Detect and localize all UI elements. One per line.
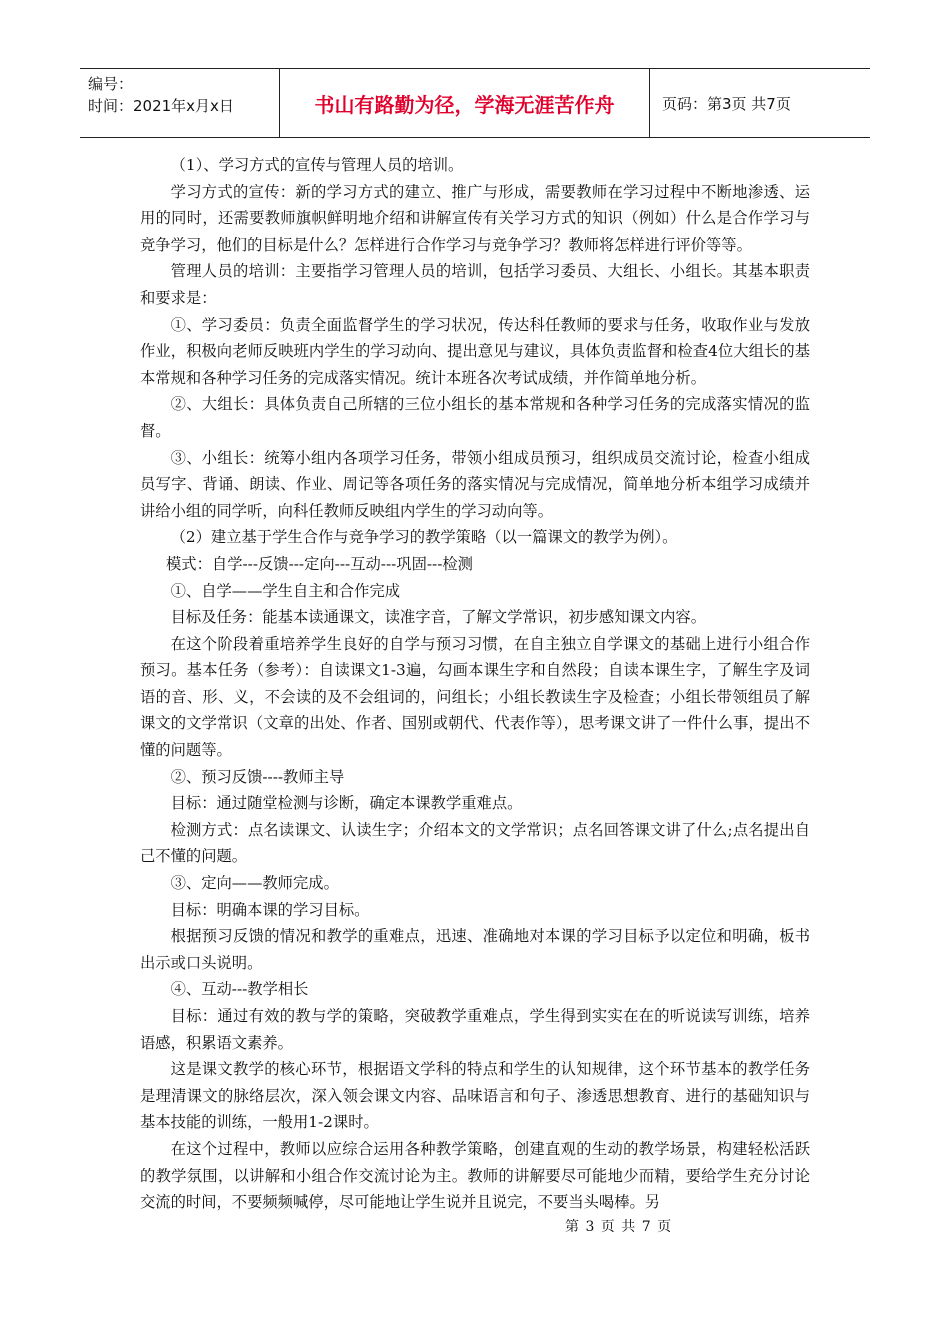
paragraph: 在这个阶段着重培养学生良好的自学与预习习惯，在自主独立自学课文的基础上进行小组合作预习。基本任务（参考）：自读课文1-3遍，勾画本课生字和自然段；自读本课生字，了解生字及词语的音、形、义，不会读的及不会组词的，问组长；小组长教读生字及检查；小组长带领组员了解课文的文学常识（文章的出处、作者、国别或朝代、代表作等），思考课文讲了一件什么事，提出不懂的问题等。 [140, 634, 810, 760]
paragraph: ①、自学——学生自主和合作完成 [170, 581, 401, 600]
paragraph-model: 模式：自学---反馈---定向---互动---巩固---检测 [166, 554, 473, 573]
page-footer: 第 3 页 共 7 页 [565, 1219, 673, 1235]
paragraph: 目标及任务：能基本读通课文，读准字音，了解文学常识，初步感知课文内容。 [170, 608, 706, 627]
paragraph: 检测方式：点名读课文、认读生字；介绍本文的文学常识；点名回答课文讲了什么;点名提出自己不懂的问题。 [140, 820, 810, 866]
paragraph: （1）、学习方式的宣传与管理人员的培训。 [170, 156, 464, 174]
paragraph: 目标：明确本课的学习目标。 [170, 900, 370, 919]
paragraph: 目标：通过有效的教与学的策略，突破教学重难点，学生得到实实在在的听说读写训练，培养语感，积累语文素养。 [140, 1007, 810, 1052]
paragraph: ①、学习委员：负责全面监督学生的学习状况，传达科任教师的要求与任务，收取作业与发放作业，积极向老师反映班内学生的学习动向、提出意见与建议，具体负责监督和检查4位大组长的基本常规和各种学习任务的完成落实情况。统计本班各次考试成绩，并作简单地分析。 [140, 315, 810, 387]
paragraph: （2）建立基于学生合作与竞争学习的教学策略（以一篇课文的教学为例）。 [170, 528, 678, 547]
paragraph: ②、预习反馈----教师主导 [170, 767, 345, 786]
paragraph: 管理人员的培训：主要指学习管理人员的培训，包括学习委员、大组长、小组长。其基本职责和要求是： [140, 262, 810, 307]
header-page-number: 页码：第3页 共7页 [662, 94, 791, 113]
paragraph: ②、大组长：具体负责自己所辖的三位小组长的基本常规和各种学习任务的完成落实情况的监督。 [140, 395, 810, 440]
document-body [140, 152, 810, 1216]
document-time-label: 时间：2021年x月x日 [88, 97, 234, 115]
paragraph: ③、定向——教师完成。 [170, 874, 339, 893]
paragraph: 这是课文教学的核心环节，根据语文学科的特点和学生的认知规律，这个环节基本的教学任务是理清课文的脉络层次，深入领会课文内容、品味语言和句子、渗透思想教育、进行的基础知识与基本技能的训练，一般用1-2课时。 [140, 1060, 810, 1132]
page-header [80, 68, 870, 138]
paragraph: 根据预习反馈的情况和教学的重难点，迅速、准确地对本课的学习目标予以定位和明确，板书出示或口头说明。 [140, 927, 810, 972]
paragraph: 目标：通过随堂检测与诊断，确定本课教学重难点。 [170, 794, 523, 813]
paragraph: ③、小组长：统筹小组内各项学习任务，带领小组成员预习，组织成员交流讨论，检查小组成员写字、背诵、朗读、作业、周记等各项任务的落实情况与完成情况，简单地分析本组学习成绩并讲给小组的同学听，向科任教师反映组内学生的学习动向等。 [140, 448, 810, 520]
document-number-label: 编号： [88, 75, 134, 93]
paragraph: 在这个过程中，教师以应综合运用各种教学策略，创建直观的生动的教学场景，构建轻松活跃的教学氛围，以讲解和小组合作交流讨论为主。教师的讲解要尽可能地少而精，要给学生充分讨论交流的时间，不要频频喊停，尽可能地让学生说并且说完，不要当头喝棒。另 [140, 1139, 810, 1212]
paragraph: ④、互动---教学相长 [170, 980, 309, 999]
header-motto: 书山有路勤为径，学海无涯苦作舟 [280, 69, 650, 137]
paragraph: 学习方式的宣传：新的学习方式的建立、推广与形成，需要教师在学习过程中不断地渗透、运用的同时，还需要教师旗帜鲜明地介绍和讲解宣传有关学习方式的知识（例如）什么是合作学习与竞争学习，他们的目标是什么？怎样进行合作学习与竞争学习？教师将怎样进行评价等等。 [140, 182, 810, 254]
header-meta [80, 69, 280, 137]
